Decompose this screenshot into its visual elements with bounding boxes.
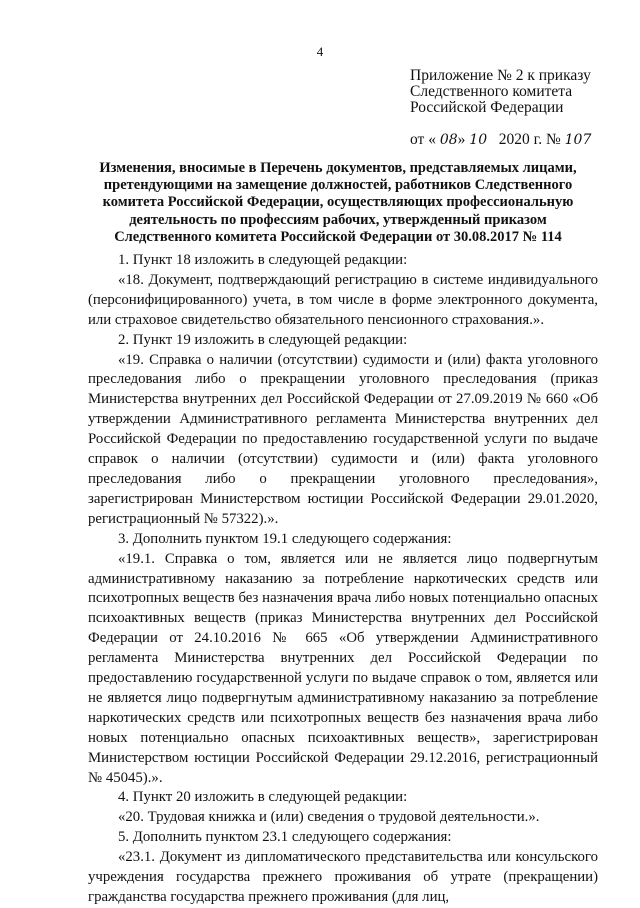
- paragraph-8: «20. Трудовая книжка и (или) сведения о трудовой деятельности.».: [118, 809, 540, 826]
- date-prefix: от «: [410, 131, 436, 148]
- appendix-header: [410, 68, 625, 148]
- paragraph-2: «18. Документ, подтверждающий регистрацию в системе индивидуального (персонифицированного) учета, в том числе в форме электронного документа, или страховое свидетельство обязательного пенсионного страхования.».: [88, 271, 598, 328]
- paragraph-1: 1. Пункт 18 изложить в следующей редакции:: [118, 252, 408, 268]
- appendix-line-1: Приложение № 2 к приказу: [410, 67, 591, 84]
- appendix-line-2: Следственного комитета: [410, 83, 573, 100]
- paragraph-3: 2. Пункт 19 изложить в следующей редакции:: [118, 331, 408, 348]
- document-title: Изменения, вносимые в Перечень документов, представляемых лицами, претендующими на замещение должностей, работников Следственного комитета Российской Федерации, осуществляющих профессиональную деятельность по профессиям рабочих, утвержденный приказом Следственного комитета Российской Федерации от 30.08.2017 № 114: [99, 160, 577, 245]
- date-close-quote: »: [457, 131, 466, 148]
- paragraph-5: 3. Дополнить пунктом 19.1 следующего содержания:: [118, 530, 452, 547]
- handwritten-order-number: 107: [564, 132, 592, 148]
- paragraph-9: 5. Дополнить пунктом 23.1 следующего содержания:: [118, 829, 452, 846]
- paragraph-6: «19.1. Справка о том, является или не является лицо подвергнутым административному наказанию за потребление наркотических средств или психотропных веществ без назначения врача либо новых потенциально опасных психоактивных веществ (приказ Министерства внутренних дел Российской Федерации от 24.10.2016 № 665 «Об утверждении Административного регламента Министерства внутренних дел Российской Федерации по предоставлению государственной услуги по выдаче справок о том, является или не является лицо подвергнутым административному наказанию за потребление наркотических средств или психотропных веществ без назначения врача либо новых потенциально опасных психоактивных веществ», зарегистрирован Министерством юстиции Российской Федерации 29.12.2016, регистрационный № 45045).».: [88, 550, 598, 786]
- page-number: 4: [316, 44, 324, 59]
- paragraph-7: 4. Пункт 20 изложить в следующей редакции:: [118, 789, 408, 806]
- paragraph-10: «23.1. Документ из дипломатического представительства или консульского учреждения государства прежнего проживания об утрате (прекращении) гражданства государства прежнего проживания (для лиц,: [88, 849, 598, 905]
- document-body: [88, 251, 598, 908]
- order-date-line: [410, 132, 625, 148]
- paragraph-4: «19. Справка о наличии (отсутствии) судимости и (или) факта уголовного преследования либо о прекращении уголовного преследования (приказ Министерства внутренних дел Российской Федерации от 27.09.2019 № 660 «Об утверждении Административного регламента Министерства внутренних дел Российской Федерации по предоставлению государственной услуги по выдаче справок о наличии (отсутствии) судимости и (или) факта уголовного преследования либо о прекращении уголовного преследования», зарегистрирован Министерством юстиции Российской Федерации 29.01.2020, регистрационный № 57322).».: [88, 351, 598, 527]
- year-text: 2020 г. №: [498, 131, 561, 148]
- handwritten-month: 10: [469, 132, 488, 148]
- handwritten-day: 08: [439, 132, 458, 148]
- appendix-line-3: Российской Федерации: [410, 99, 564, 116]
